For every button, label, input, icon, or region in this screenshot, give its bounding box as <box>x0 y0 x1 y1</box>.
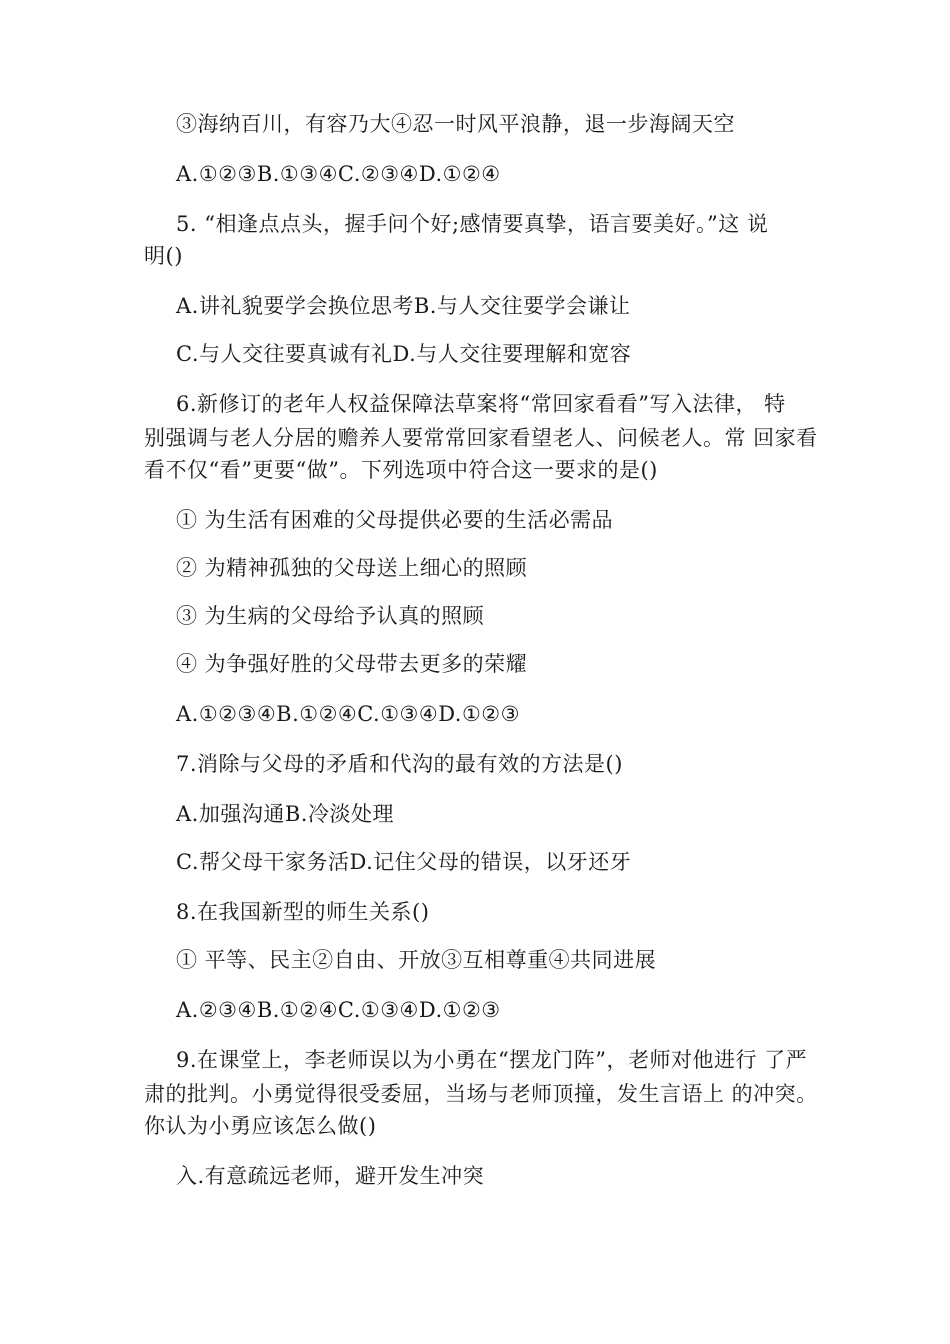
question-6-text-cont: 别强调与老人分居的赡养人要常常回家看望老人、问候老人。常 回家看 <box>144 426 818 450</box>
question-9-text-cont-2: 你认为小勇应该怎么做() <box>144 1114 377 1138</box>
question-7-text: 7.消除与父母的矛盾和代沟的最有效的方法是() <box>176 752 623 776</box>
question-5-text: 5. “相逢点点头，握手问个好;感情要真挚，语言要美好。”这 说 <box>176 212 769 236</box>
question-9-options-1: 入.有意疏远老师，避开发生冲突 <box>176 1164 485 1188</box>
question-9-text-cont: 肃的批判。小勇觉得很受委屈，当场与老师顶撞，发生言语上 的冲突。 <box>144 1082 818 1106</box>
question-5-options-2: C.与人交往要真诚有礼D.与人交往要理解和宽容 <box>176 342 632 366</box>
question-7-options-2: C.帮父母干家务活D.记住父母的错误，以牙还牙 <box>176 850 632 874</box>
question-8-options: A.②③④B.①②④C.①③④D.①②③ <box>176 998 501 1022</box>
answer-choices: A.①②③B.①③④C.②③④D.①②④ <box>176 162 501 186</box>
question-5-options-1: A.讲礼貌要学会换位思考B.与人交往要学会谦让 <box>176 294 631 318</box>
question-9-text: 9.在课堂上，李老师误以为小勇在“摆龙门阵”，老师对他进行 了严 <box>176 1048 808 1072</box>
question-6-options: A.①②③④B.①②④C.①③④D.①②③ <box>176 702 520 726</box>
question-6-item-4: ④ 为争强好胜的父母带去更多的荣耀 <box>176 652 528 676</box>
question-6-item-3: ③ 为生病的父母给予认真的照顾 <box>176 604 485 628</box>
question-6-text-cont-2: 看不仅“看”更要“做”。下列选项中符合这一要求的是() <box>144 458 658 482</box>
question-5-text-cont: 明() <box>144 244 183 268</box>
question-7-options-1: A.加强沟通B.冷淡处理 <box>176 802 394 826</box>
question-8-items: ① 平等、民主②自由、开放③互相尊重④共同进展 <box>176 948 657 972</box>
question-6-item-2: ② 为精神孤独的父母送上细心的照顾 <box>176 556 528 580</box>
question-8-text: 8.在我国新型的师生关系() <box>176 900 430 924</box>
question-6-item-1: ① 为生活有困难的父母提供必要的生活必需品 <box>176 508 614 532</box>
question-6-text: 6.新修订的老年人权益保障法草案将“常回家看看”写入法律， 特 <box>176 392 786 416</box>
option-line: ③海纳百川，有容乃大④忍一时风平浪静，退一步海阔天空 <box>176 112 735 136</box>
